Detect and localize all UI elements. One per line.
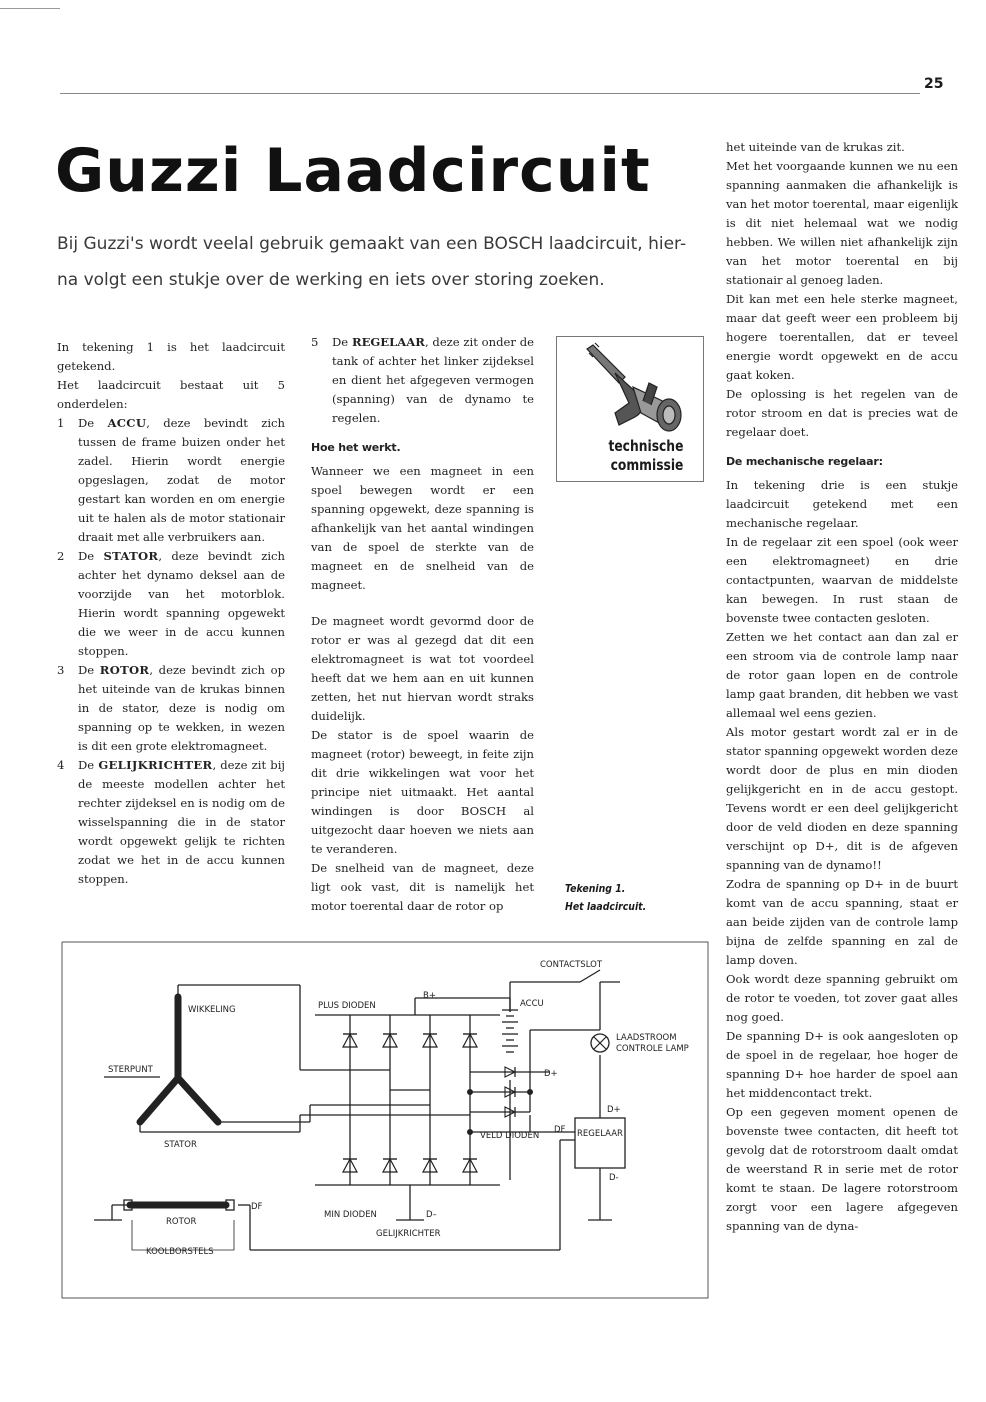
paragraph: Zodra de spanning op D+ in de buurt komt van de accu spanning, staat er aan beide zijden van de controle lamp bijna de zelfde spanning en zal de lamp doven. xyxy=(726,877,958,967)
item-text: , deze zit onder de tank of achter het linker zijdeksel en dient het afgegeven vermogen (spanning) van de dynamo te regelen. xyxy=(332,335,534,425)
label-koolborstels: KOOLBORSTELS xyxy=(146,1247,214,1257)
label-wikkeling: WIKKELING xyxy=(188,1005,236,1015)
item-number: 4 xyxy=(57,758,65,772)
paragraph: In tekening 1 is het laadcircuit getekend. xyxy=(57,340,285,373)
paragraph: Wanneer we een magneet in een spoel bewegen wordt er een spanning opgewekt, deze spanning is afhankelijk van het aantal windingen van de spoel de sterkte van de magneet en de snelheid van de magneet. xyxy=(311,464,534,592)
paragraph: De snelheid van de magneet, deze ligt ook vast, dit is namelijk het motor toerental daar de rotor op xyxy=(311,861,534,913)
label-stator: STATOR xyxy=(164,1140,197,1150)
label-gelijkrichter: GELIJKRICHTER xyxy=(376,1229,441,1239)
label-dminus-regelaar: D- xyxy=(609,1173,619,1183)
label-rotor: ROTOR xyxy=(166,1217,197,1227)
item-text: , deze bevindt zich tussen de frame buizen onder het zadel. Hierin wordt energie opgeslagen, zodat de motor gestart kan worden en om energie uit te halen als de motor stationair draait met alle verbruikers aan. xyxy=(78,416,286,544)
item-text: , deze bevindt zich achter het dynamo deksel aan de voorzijde van het motorblok. Hierin wordt spanning opgewekt die we weer in de accu kunnen stoppen. xyxy=(78,549,286,658)
label-sterpunt: STERPUNT xyxy=(108,1065,153,1075)
section-heading: De mechanische regelaar: xyxy=(726,455,883,468)
lamp-symbol xyxy=(591,1034,609,1052)
text-column-3 xyxy=(726,138,958,1236)
item-number: 5 xyxy=(311,335,319,349)
paragraph: De stator is de spoel waarin de magneet (rotor) beweegt, in feite zijn dit drie wikkelingen wat voor het principe niet uitmaakt. Het aantal windingen is door BOSCH al uitgezocht daar hoeven we niets aan te veranderen. xyxy=(311,728,534,856)
paragraph: In de regelaar zit een spoel (ook weer een elektromagneet) en drie contactpunten, waarvan de middelste kan bewegen. In rust staan de bovenste twee contacten gesloten. xyxy=(726,535,958,625)
component-name: ROTOR xyxy=(99,663,150,677)
article-subtitle: Bij Guzzi's wordt veelal gebruik gemaakt van een BOSCH laadcircuit, hier-na volgt een stukje over de werking en iets over storing zoeken. xyxy=(57,234,687,290)
list-item: 5 De REGELAAR, deze zit onder de tank of achter het linker zijdeksel en dient het afgegeven vermogen (spanning) van de dynamo te regelen. xyxy=(311,335,534,425)
text-column-1 xyxy=(57,338,285,889)
paragraph: De oplossing is het regelen van de rotor stroom en dat is precies wat de regelaar doet. xyxy=(726,387,958,439)
logo-line: commissie xyxy=(610,456,683,474)
item-number: 1 xyxy=(57,416,65,430)
item-text: , deze bevindt zich op het uiteinde van de krukas binnen in de stator, deze is nodig om spanning op te wekken, in wezen is dit een grote elektromagneet. xyxy=(78,663,285,753)
diagram-frame xyxy=(62,942,708,1298)
list-item: 3 De ROTOR, deze bevindt zich op het uiteinde van de krukas binnen in de stator, deze is nodig om spanning op te wekken, in wezen is dit een grote elektromagneet. xyxy=(57,663,285,753)
corner-rule xyxy=(0,8,60,9)
paragraph: Met het voorgaande kunnen we nu een spanning aanmaken die afhankelijk is van het motor toerental, maar eigenlijk is dit niet helemaal wat we nodig hebben. We willen niet afhankelijk zijn van het motor toerental en bij stationair al genoeg laden. xyxy=(726,159,958,287)
text-column-2 xyxy=(311,333,534,916)
label-dplus-regelaar: D+ xyxy=(607,1105,621,1115)
caption-label: Tekening 1. xyxy=(565,882,626,895)
logo-line: technische xyxy=(608,437,683,455)
page-number: 25 xyxy=(924,76,944,92)
label-df: DF xyxy=(554,1125,566,1135)
label-contactslot: CONTACTSLOT xyxy=(540,960,603,970)
plus-diodes xyxy=(343,1034,477,1047)
label-bplus: B+ xyxy=(423,991,436,1001)
component-name: ACCU xyxy=(107,416,147,430)
section-heading: Hoe het werkt. xyxy=(311,441,401,454)
label-regelaar: REGELAAR xyxy=(577,1129,623,1139)
component-list xyxy=(57,414,285,889)
battery-symbol xyxy=(502,1010,518,1052)
wiring xyxy=(94,970,625,1250)
circuit-diagram xyxy=(60,940,710,1300)
label-dplus: D+ xyxy=(544,1069,558,1079)
component-name: GELIJKRICHTER xyxy=(98,758,213,772)
label-laadstroom: LAADSTROOM xyxy=(616,1033,677,1043)
paragraph: De spanning D+ is ook aangesloten op de spoel in de regelaar, hoe hoger de spanning D+ hoe harder de spoel aan het middencontact trekt. xyxy=(726,1029,958,1100)
article-title: Guzzi Laadcircuit xyxy=(55,136,651,206)
logo-text xyxy=(608,437,683,475)
crankshaft-icon xyxy=(557,337,703,437)
label-veld-dioden: VELD DIODEN xyxy=(480,1131,540,1141)
label-plus-dioden: PLUS DIODEN xyxy=(318,1001,376,1011)
component-name: REGELAAR xyxy=(351,335,425,349)
label-dminus: D– xyxy=(426,1210,437,1220)
paragraph: Het laadcircuit bestaat uit 5 onderdelen: xyxy=(57,378,285,411)
caption-title: Het laadcircuit. xyxy=(565,900,647,913)
technische-commissie-logo xyxy=(556,336,704,482)
label-min-dioden: MIN DIODEN xyxy=(324,1210,377,1220)
label-df-rotor: DF xyxy=(251,1202,263,1212)
label-accu: ACCU xyxy=(520,999,544,1009)
item-number: 3 xyxy=(57,663,65,677)
paragraph: Als motor gestart wordt zal er in de stator spanning opgewekt worden deze wordt door de plus en min dioden gelijkgericht en in de accu gestopt. Tevens wordt er een deel gelijkgericht door de veld dioden en deze spanning verschijnt op D+, dit is de afgeven spanning van de dynamo!! xyxy=(726,725,958,872)
item-number: 2 xyxy=(57,549,65,563)
paragraph: Ook wordt deze spanning gebruikt om de rotor te voeden, tot zover gaat alles nog goed. xyxy=(726,972,958,1024)
figure-caption xyxy=(565,880,646,916)
component-name: STATOR xyxy=(103,549,159,563)
paragraph: Dit kan met een hele sterke magneet, maar dat geeft weer een probleem bij hogere toerentallen, dat er teveel energie wordt opgewekt en de accu gaat koken. xyxy=(726,292,958,382)
list-item: 1 De ACCU, deze bevindt zich tussen de frame buizen onder het zadel. Hierin wordt energie opgeslagen, zodat de motor gestart kan worden en om energie uit te halen als de motor stationair draait met alle verbruikers aan. xyxy=(57,416,286,544)
paragraph: De magneet wordt gevormd door de rotor er was al gezegd dat dit een elektromagneet is wat tot voordeel heeft dat we hem aan en uit kunnen zetten, het nut hiervan wordt straks duidelijk. xyxy=(311,614,534,723)
paragraph: het uiteinde van de krukas zit. xyxy=(726,140,905,154)
list-item: 4 De GELIJKRICHTER, deze zit bij de meeste modellen achter het rechter zijdeksel en is nodig om de wisselspanning die in de stator wordt opgewekt gelijk te richten zodat we het in de accu kunnen stoppen. xyxy=(57,758,286,886)
item-text: , deze zit bij de meeste modellen achter het rechter zijdeksel en is nodig om de wisselspanning die in de stator wordt opgewekt gelijk te richten zodat we het in de accu kunnen stoppen. xyxy=(78,758,286,886)
paragraph: Op een gegeven moment openen de bovenste twee contacten, dit heeft tot gevolg dat de rotorstroom daalt omdat de weerstand R in serie met de rotor komt te staan. De lagere rotorstroom zorgt voor een lagere afgegeven spanning van de dyna- xyxy=(726,1105,958,1233)
paragraph: In tekening drie is een stukje laadcircuit getekend met een mechanische regelaar. xyxy=(726,478,958,530)
list-item: 2 De STATOR, deze bevindt zich achter het dynamo deksel aan de voorzijde van het motorblok. Hierin wordt spanning opgewekt die we weer in de accu kunnen stoppen. xyxy=(57,549,286,658)
header-rule xyxy=(60,93,920,94)
min-diodes xyxy=(343,1159,477,1172)
label-controle-lamp: CONTROLE LAMP xyxy=(616,1044,689,1054)
paragraph: Zetten we het contact aan dan zal er een stroom via de controle lamp naar de rotor gaan lopen en de controle lamp gaat branden, dit hebben we vast allemaal wel eens gezien. xyxy=(726,630,958,720)
